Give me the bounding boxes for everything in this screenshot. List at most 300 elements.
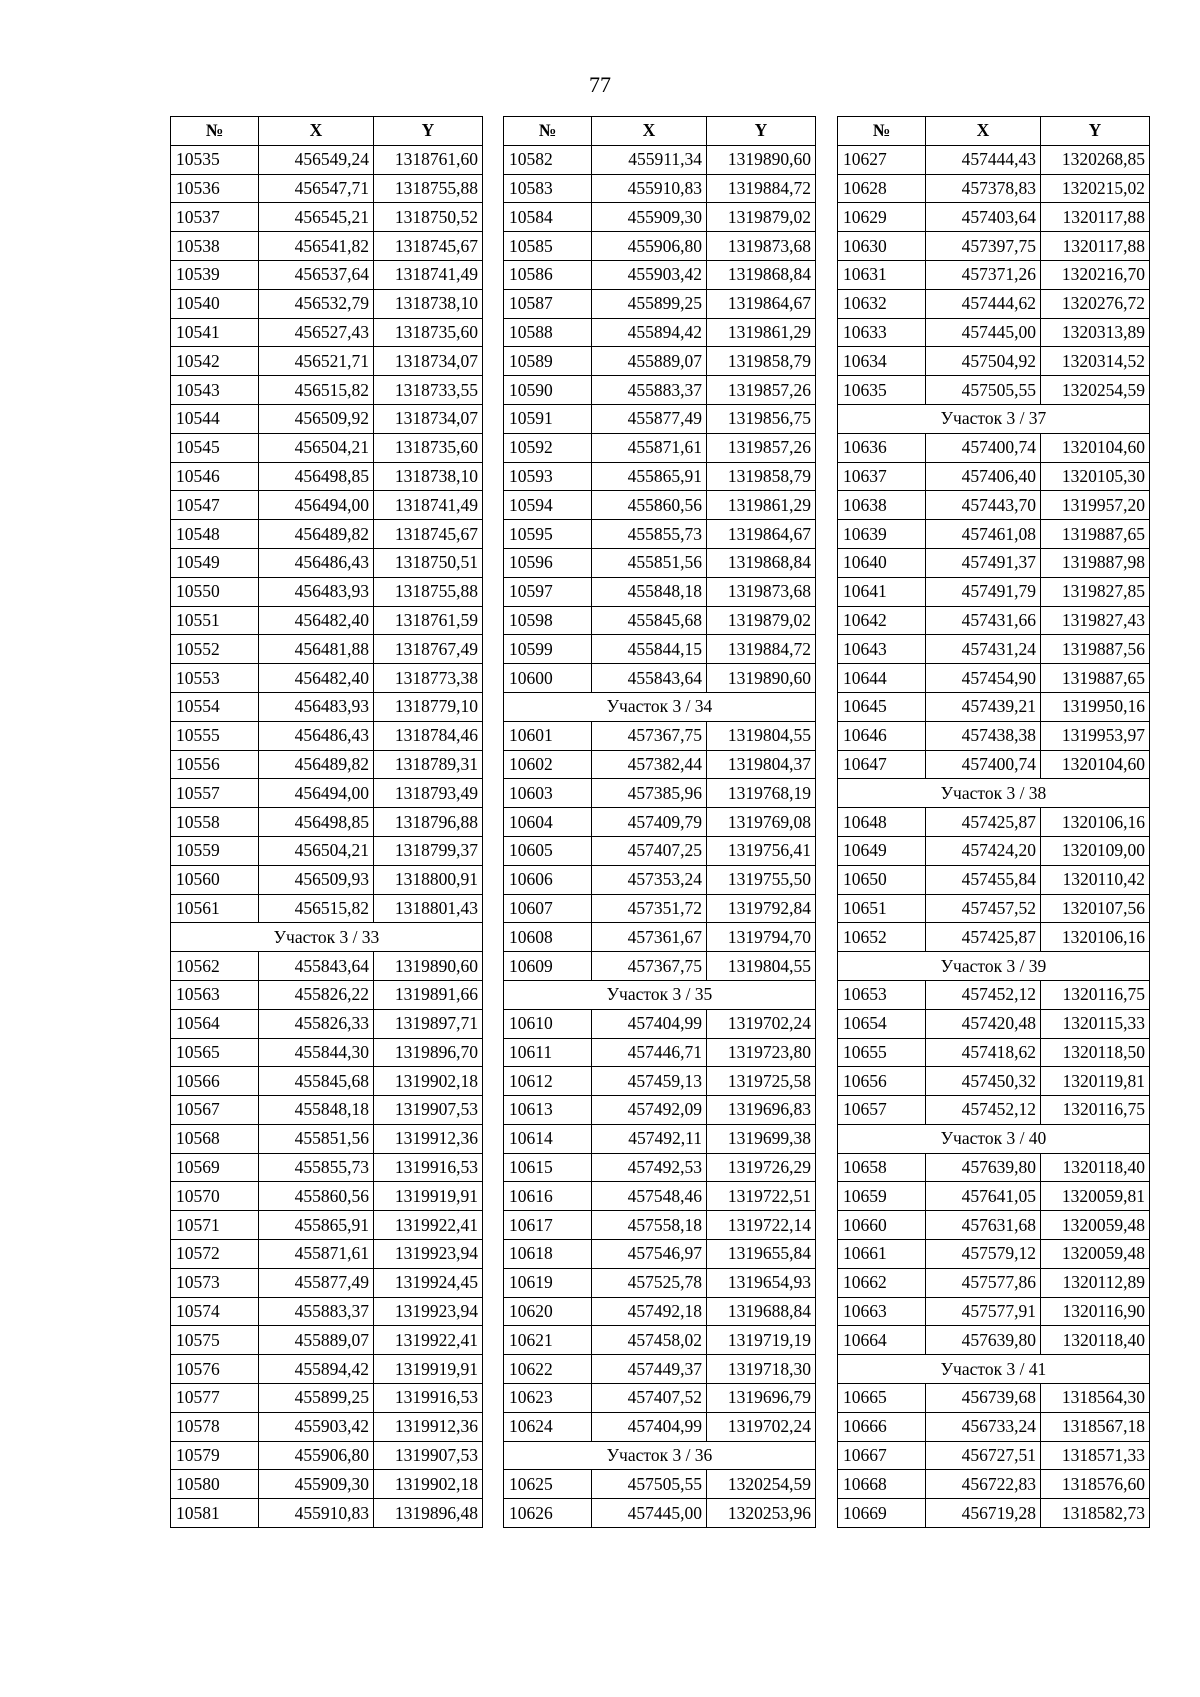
x-coordinate: 456733,24 (926, 1412, 1041, 1441)
x-coordinate: 457449,37 (592, 1355, 707, 1384)
y-coordinate: 1318796,88 (374, 808, 483, 837)
y-coordinate: 1319957,20 (1041, 491, 1150, 520)
point-number: 10615 (504, 1153, 592, 1182)
y-coordinate: 1318576,60 (1041, 1470, 1150, 1499)
point-number: 10557 (171, 779, 259, 808)
x-coordinate: 455877,49 (259, 1268, 374, 1297)
x-coordinate: 455903,42 (592, 260, 707, 289)
point-number: 10595 (504, 520, 592, 549)
y-coordinate: 1319768,19 (707, 779, 816, 808)
table-row (171, 433, 483, 462)
point-number: 10586 (504, 260, 592, 289)
x-coordinate: 456549,24 (259, 145, 374, 174)
y-coordinate: 1320313,89 (1041, 318, 1150, 347)
table-row (171, 1009, 483, 1038)
point-number: 10550 (171, 577, 259, 606)
y-coordinate: 1319879,02 (707, 606, 816, 635)
point-number: 10581 (171, 1499, 259, 1528)
point-number: 10624 (504, 1412, 592, 1441)
point-number: 10613 (504, 1096, 592, 1125)
x-coordinate: 457361,67 (592, 923, 707, 952)
y-coordinate: 1318733,55 (374, 376, 483, 405)
y-coordinate: 1319769,08 (707, 808, 816, 837)
table-row (171, 1153, 483, 1182)
point-number: 10654 (838, 1009, 926, 1038)
x-coordinate: 456489,82 (259, 750, 374, 779)
point-number: 10573 (171, 1268, 259, 1297)
table-row (838, 520, 1150, 549)
y-coordinate: 1319726,29 (707, 1153, 816, 1182)
y-coordinate: 1320110,42 (1041, 865, 1150, 894)
table-row (171, 1441, 483, 1470)
table-row (171, 692, 483, 721)
y-coordinate: 1319884,72 (707, 174, 816, 203)
point-number: 10562 (171, 952, 259, 981)
table-row (838, 318, 1150, 347)
table-row (171, 1355, 483, 1384)
point-number: 10622 (504, 1355, 592, 1384)
table-row (838, 1384, 1150, 1413)
table-row (838, 548, 1150, 577)
x-coordinate: 457525,78 (592, 1268, 707, 1297)
x-coordinate: 456483,93 (259, 692, 374, 721)
table-row (838, 577, 1150, 606)
x-coordinate: 457631,68 (926, 1211, 1041, 1240)
x-coordinate: 455843,64 (259, 952, 374, 981)
table-row (171, 836, 483, 865)
y-coordinate: 1319864,67 (707, 520, 816, 549)
point-number: 10594 (504, 491, 592, 520)
section-title: Участок 3 / 41 (838, 1355, 1150, 1384)
table-row (171, 664, 483, 693)
y-coordinate: 1320059,48 (1041, 1240, 1150, 1269)
point-number: 10619 (504, 1268, 592, 1297)
table-row (838, 145, 1150, 174)
y-coordinate: 1318779,10 (374, 692, 483, 721)
point-number: 10555 (171, 721, 259, 750)
x-coordinate: 456482,40 (259, 664, 374, 693)
x-coordinate: 455860,56 (592, 491, 707, 520)
table-row (504, 491, 816, 520)
table-row (838, 1470, 1150, 1499)
y-coordinate: 1320118,40 (1041, 1153, 1150, 1182)
point-number: 10660 (838, 1211, 926, 1240)
table-row (838, 1096, 1150, 1125)
x-coordinate: 456515,82 (259, 894, 374, 923)
x-coordinate: 456537,64 (259, 260, 374, 289)
y-coordinate: 1319864,67 (707, 289, 816, 318)
x-coordinate: 455843,64 (592, 664, 707, 693)
header-y: Y (707, 117, 816, 146)
table-row (504, 347, 816, 376)
point-number: 10554 (171, 692, 259, 721)
table-row (504, 520, 816, 549)
x-coordinate: 456515,82 (259, 376, 374, 405)
y-coordinate: 1319722,51 (707, 1182, 816, 1211)
x-coordinate: 457420,48 (926, 1009, 1041, 1038)
point-number: 10665 (838, 1384, 926, 1413)
y-coordinate: 1319696,83 (707, 1096, 816, 1125)
table-row (838, 1240, 1150, 1269)
y-coordinate: 1318767,49 (374, 635, 483, 664)
y-coordinate: 1320117,88 (1041, 232, 1150, 261)
point-number: 10588 (504, 318, 592, 347)
table-row (504, 577, 816, 606)
x-coordinate: 455845,68 (592, 606, 707, 635)
y-coordinate: 1320253,96 (707, 1499, 816, 1528)
x-coordinate: 457445,00 (592, 1499, 707, 1528)
y-coordinate: 1320104,60 (1041, 750, 1150, 779)
y-coordinate: 1319719,19 (707, 1326, 816, 1355)
y-coordinate: 1319655,84 (707, 1240, 816, 1269)
y-coordinate: 1319688,84 (707, 1297, 816, 1326)
x-coordinate: 456483,93 (259, 577, 374, 606)
point-number: 10540 (171, 289, 259, 318)
table-row (171, 1412, 483, 1441)
y-coordinate: 1319919,91 (374, 1355, 483, 1384)
point-number: 10549 (171, 548, 259, 577)
x-coordinate: 457371,26 (926, 260, 1041, 289)
point-number: 10604 (504, 808, 592, 837)
point-number: 10559 (171, 836, 259, 865)
y-coordinate: 1319755,50 (707, 865, 816, 894)
table-row (171, 404, 483, 433)
point-number: 10597 (504, 577, 592, 606)
point-number: 10563 (171, 980, 259, 1009)
point-number: 10632 (838, 289, 926, 318)
table-row (171, 289, 483, 318)
x-coordinate: 457353,24 (592, 865, 707, 894)
table-row (504, 1384, 816, 1413)
x-coordinate: 455894,42 (592, 318, 707, 347)
table-row (838, 1412, 1150, 1441)
point-number: 10617 (504, 1211, 592, 1240)
y-coordinate: 1318735,60 (374, 318, 483, 347)
table-row (171, 174, 483, 203)
y-coordinate: 1319896,48 (374, 1499, 483, 1528)
section-title: Участок 3 / 37 (838, 404, 1150, 433)
point-number: 10668 (838, 1470, 926, 1499)
x-coordinate: 457504,92 (926, 347, 1041, 376)
point-number: 10590 (504, 376, 592, 405)
table-row (838, 836, 1150, 865)
table-row (171, 548, 483, 577)
x-coordinate: 456494,00 (259, 491, 374, 520)
table-row (838, 1067, 1150, 1096)
table-row (504, 174, 816, 203)
point-number: 10663 (838, 1297, 926, 1326)
section-row (838, 1124, 1150, 1153)
y-coordinate: 1320118,40 (1041, 1326, 1150, 1355)
y-coordinate: 1320107,56 (1041, 894, 1150, 923)
point-number: 10571 (171, 1211, 259, 1240)
y-coordinate: 1320119,81 (1041, 1067, 1150, 1096)
x-coordinate: 456486,43 (259, 721, 374, 750)
point-number: 10618 (504, 1240, 592, 1269)
point-number: 10544 (171, 404, 259, 433)
table-header-row (171, 117, 483, 146)
table-row (838, 1182, 1150, 1211)
x-coordinate: 457492,53 (592, 1153, 707, 1182)
y-coordinate: 1319804,37 (707, 750, 816, 779)
table-row (504, 721, 816, 750)
y-coordinate: 1318800,91 (374, 865, 483, 894)
point-number: 10608 (504, 923, 592, 952)
y-coordinate: 1318745,67 (374, 232, 483, 261)
section-row (838, 404, 1150, 433)
y-coordinate: 1319953,97 (1041, 721, 1150, 750)
y-coordinate: 1320276,72 (1041, 289, 1150, 318)
y-coordinate: 1319907,53 (374, 1441, 483, 1470)
y-coordinate: 1319950,16 (1041, 692, 1150, 721)
point-number: 10600 (504, 664, 592, 693)
point-number: 10635 (838, 376, 926, 405)
y-coordinate: 1320112,89 (1041, 1268, 1150, 1297)
x-coordinate: 456722,83 (926, 1470, 1041, 1499)
x-coordinate: 457409,79 (592, 808, 707, 837)
y-coordinate: 1318567,18 (1041, 1412, 1150, 1441)
point-number: 10583 (504, 174, 592, 203)
table-row (504, 750, 816, 779)
y-coordinate: 1319922,41 (374, 1326, 483, 1355)
point-number: 10602 (504, 750, 592, 779)
y-coordinate: 1320254,59 (707, 1470, 816, 1499)
point-number: 10628 (838, 174, 926, 203)
point-number: 10657 (838, 1096, 926, 1125)
y-coordinate: 1319923,94 (374, 1240, 483, 1269)
y-coordinate: 1319916,53 (374, 1384, 483, 1413)
y-coordinate: 1319699,38 (707, 1124, 816, 1153)
x-coordinate: 455848,18 (259, 1096, 374, 1125)
x-coordinate: 457454,90 (926, 664, 1041, 693)
x-coordinate: 457404,99 (592, 1412, 707, 1441)
x-coordinate: 457444,62 (926, 289, 1041, 318)
y-coordinate: 1318735,60 (374, 433, 483, 462)
x-coordinate: 457400,74 (926, 433, 1041, 462)
table-row (838, 1153, 1150, 1182)
coordinates-table-1 (170, 116, 483, 1528)
table-row (504, 923, 816, 952)
y-coordinate: 1319723,80 (707, 1038, 816, 1067)
table-row (838, 347, 1150, 376)
x-coordinate: 455865,91 (259, 1211, 374, 1240)
x-coordinate: 455910,83 (592, 174, 707, 203)
point-number: 10548 (171, 520, 259, 549)
table-row (838, 865, 1150, 894)
y-coordinate: 1320104,60 (1041, 433, 1150, 462)
point-number: 10566 (171, 1067, 259, 1096)
x-coordinate: 457431,66 (926, 606, 1041, 635)
x-coordinate: 455910,83 (259, 1499, 374, 1528)
section-title: Участок 3 / 34 (504, 692, 816, 721)
table-header-row (838, 117, 1150, 146)
table-row (504, 1240, 816, 1269)
section-row (838, 779, 1150, 808)
table-row (838, 750, 1150, 779)
x-coordinate: 457505,55 (592, 1470, 707, 1499)
y-coordinate: 1319804,55 (707, 952, 816, 981)
table-row (171, 1326, 483, 1355)
x-coordinate: 457400,74 (926, 750, 1041, 779)
header-x: X (926, 117, 1041, 146)
point-number: 10599 (504, 635, 592, 664)
x-coordinate: 457558,18 (592, 1211, 707, 1240)
point-number: 10560 (171, 865, 259, 894)
y-coordinate: 1318741,49 (374, 491, 483, 520)
y-coordinate: 1320116,75 (1041, 1096, 1150, 1125)
table-row (838, 980, 1150, 1009)
table-row (171, 606, 483, 635)
point-number: 10585 (504, 232, 592, 261)
section-row (504, 692, 816, 721)
table-row (171, 779, 483, 808)
y-coordinate: 1319884,72 (707, 635, 816, 664)
x-coordinate: 456521,71 (259, 347, 374, 376)
y-coordinate: 1319873,68 (707, 577, 816, 606)
point-number: 10545 (171, 433, 259, 462)
header-number: № (838, 117, 926, 146)
table-row (504, 1355, 816, 1384)
x-coordinate: 455826,33 (259, 1009, 374, 1038)
x-coordinate: 455906,80 (259, 1441, 374, 1470)
table-row (171, 952, 483, 981)
point-number: 10643 (838, 635, 926, 664)
point-number: 10645 (838, 692, 926, 721)
table-row (171, 491, 483, 520)
header-y: Y (374, 117, 483, 146)
coordinates-table-2 (503, 116, 816, 1528)
point-number: 10596 (504, 548, 592, 577)
y-coordinate: 1318799,37 (374, 836, 483, 865)
table-row (504, 1412, 816, 1441)
x-coordinate: 455903,42 (259, 1412, 374, 1441)
point-number: 10607 (504, 894, 592, 923)
table-row (171, 750, 483, 779)
y-coordinate: 1318741,49 (374, 260, 483, 289)
table-row (171, 635, 483, 664)
header-x: X (259, 117, 374, 146)
point-number: 10580 (171, 1470, 259, 1499)
y-coordinate: 1319725,58 (707, 1067, 816, 1096)
point-number: 10651 (838, 894, 926, 923)
table-row (838, 808, 1150, 837)
table-row (504, 894, 816, 923)
y-coordinate: 1319857,26 (707, 433, 816, 462)
x-coordinate: 457445,00 (926, 318, 1041, 347)
section-row (504, 1441, 816, 1470)
point-number: 10542 (171, 347, 259, 376)
table-row (504, 1096, 816, 1125)
table-row (504, 1297, 816, 1326)
x-coordinate: 455899,25 (259, 1384, 374, 1413)
x-coordinate: 457407,25 (592, 836, 707, 865)
point-number: 10650 (838, 865, 926, 894)
y-coordinate: 1320109,00 (1041, 836, 1150, 865)
table-row (504, 836, 816, 865)
x-coordinate: 455855,73 (592, 520, 707, 549)
x-coordinate: 455845,68 (259, 1067, 374, 1096)
y-coordinate: 1319858,79 (707, 347, 816, 376)
section-row (838, 952, 1150, 981)
x-coordinate: 457491,79 (926, 577, 1041, 606)
table-row (838, 260, 1150, 289)
x-coordinate: 457351,72 (592, 894, 707, 923)
x-coordinate: 457452,12 (926, 980, 1041, 1009)
y-coordinate: 1318773,38 (374, 664, 483, 693)
x-coordinate: 456547,71 (259, 174, 374, 203)
x-coordinate: 455855,73 (259, 1153, 374, 1182)
x-coordinate: 455844,15 (592, 635, 707, 664)
point-number: 10591 (504, 404, 592, 433)
point-number: 10623 (504, 1384, 592, 1413)
y-coordinate: 1318789,31 (374, 750, 483, 779)
table-row (171, 232, 483, 261)
y-coordinate: 1318793,49 (374, 779, 483, 808)
x-coordinate: 457546,97 (592, 1240, 707, 1269)
x-coordinate: 455851,56 (259, 1124, 374, 1153)
x-coordinate: 457452,12 (926, 1096, 1041, 1125)
point-number: 10546 (171, 462, 259, 491)
y-coordinate: 1318755,88 (374, 174, 483, 203)
y-coordinate: 1320116,90 (1041, 1297, 1150, 1326)
y-coordinate: 1318755,88 (374, 577, 483, 606)
table-row (838, 664, 1150, 693)
y-coordinate: 1319827,85 (1041, 577, 1150, 606)
point-number: 10636 (838, 433, 926, 462)
x-coordinate: 455871,61 (259, 1240, 374, 1269)
point-number: 10641 (838, 577, 926, 606)
y-coordinate: 1320118,50 (1041, 1038, 1150, 1067)
point-number: 10606 (504, 865, 592, 894)
table-row (171, 894, 483, 923)
x-coordinate: 457641,05 (926, 1182, 1041, 1211)
table-row (171, 145, 483, 174)
table-row (504, 1124, 816, 1153)
point-number: 10629 (838, 203, 926, 232)
table-row (838, 923, 1150, 952)
section-row (504, 980, 816, 1009)
y-coordinate: 1319887,56 (1041, 635, 1150, 664)
y-coordinate: 1318734,07 (374, 404, 483, 433)
point-number: 10664 (838, 1326, 926, 1355)
point-number: 10611 (504, 1038, 592, 1067)
y-coordinate: 1319804,55 (707, 721, 816, 750)
table-row (838, 1268, 1150, 1297)
y-coordinate: 1318801,43 (374, 894, 483, 923)
table-row (504, 865, 816, 894)
x-coordinate: 457639,80 (926, 1326, 1041, 1355)
point-number: 10556 (171, 750, 259, 779)
point-number: 10603 (504, 779, 592, 808)
table-row (838, 1441, 1150, 1470)
table-row (171, 203, 483, 232)
table-row (504, 232, 816, 261)
y-coordinate: 1319702,24 (707, 1009, 816, 1038)
x-coordinate: 455889,07 (592, 347, 707, 376)
y-coordinate: 1318784,46 (374, 721, 483, 750)
y-coordinate: 1319654,93 (707, 1268, 816, 1297)
table-row (504, 1268, 816, 1297)
point-number: 10539 (171, 260, 259, 289)
point-number: 10569 (171, 1153, 259, 1182)
table-row (504, 635, 816, 664)
point-number: 10644 (838, 664, 926, 693)
y-coordinate: 1319858,79 (707, 462, 816, 491)
point-number: 10572 (171, 1240, 259, 1269)
y-coordinate: 1318582,73 (1041, 1499, 1150, 1528)
point-number: 10577 (171, 1384, 259, 1413)
table-row (171, 1499, 483, 1528)
